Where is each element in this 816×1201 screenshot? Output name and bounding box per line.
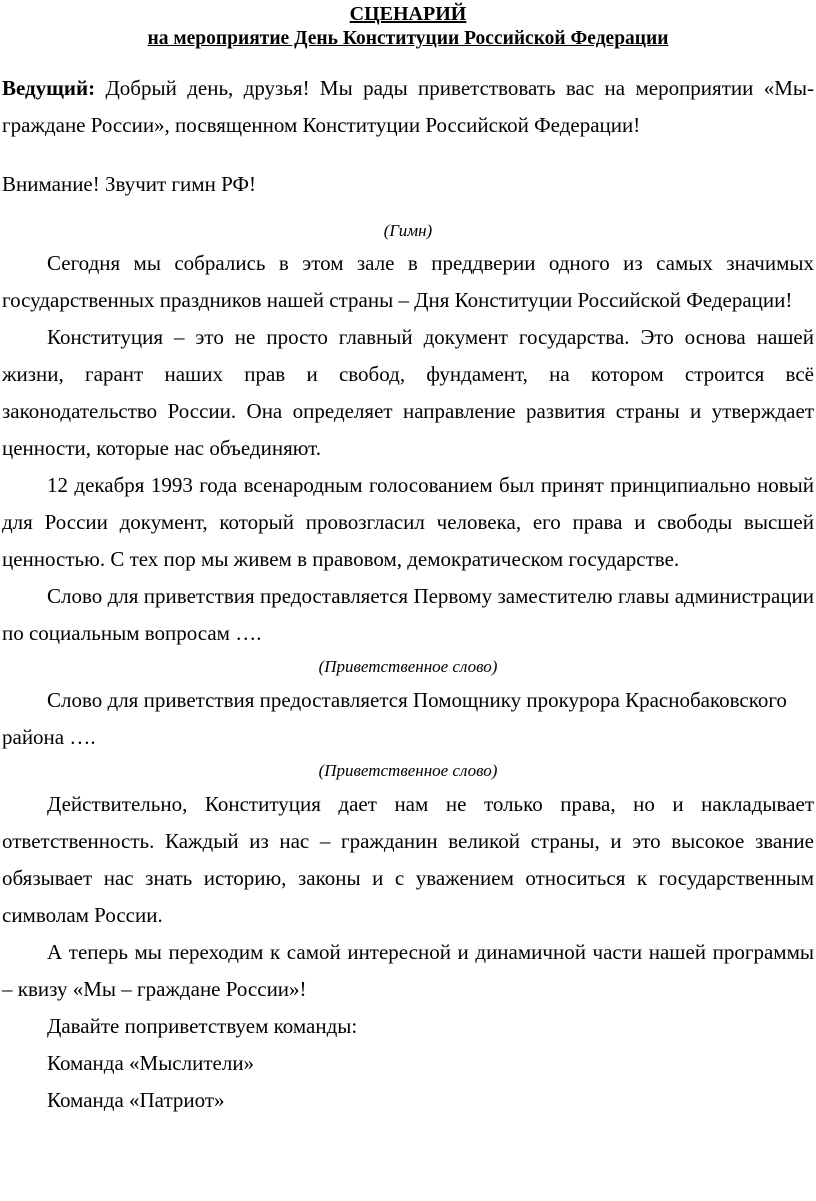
stage-direction-greeting: (Приветственное слово) [318, 657, 498, 676]
stage-direction-anthem: (Гимн) [383, 221, 433, 240]
document-title: СЦЕНАРИЙ [349, 3, 467, 25]
paragraph: Слово для приветствия предоставляется Помощнику прокурора Краснобаковского района …. [2, 688, 787, 749]
intro-text: Добрый день, друзья! Мы рады приветствовать вас на мероприятии «Мы-граждане России», посвященном Конституции Российской Федерации! [2, 76, 814, 137]
speaker-label: Ведущий: [2, 76, 96, 100]
paragraph: Давайте поприветствуем команды: [47, 1014, 358, 1038]
paragraph: Конституция – это не просто главный документ государства. Это основа нашей жизни, гарант наших прав и свобод, фундамент, на котором строится всё законодательство России. Она определяет направление развития страны и утверждает ценности, которые нас объединяют. [2, 325, 814, 460]
paragraph: 12 декабря 1993 года всенародным голосованием был принят принципиально новый для России документ, который провозгласил человека, его права и свободы высшей ценностью. С тех пор мы живем в правовом, демократическом государстве. [2, 473, 814, 571]
paragraph: Сегодня мы собрались в этом зале в преддверии одного из самых значимых государственных праздников нашей страны – Дня Конституции Российской Федерации! [2, 251, 814, 312]
attention-line: Внимание! Звучит гимн РФ! [2, 172, 256, 196]
stage-direction-greeting: (Приветственное слово) [318, 761, 498, 780]
paragraph: Действительно, Конституция дает нам не только права, но и накладывает ответственность. Каждый из нас – гражданин великой страны, и это высокое звание обязывает нас знать историю, законы и с уважением относиться к государственным символам России. [2, 792, 814, 927]
team-item: Команда «Патриот» [47, 1088, 225, 1112]
document-subtitle: на мероприятие День Конституции Российской Федерации [147, 28, 669, 49]
team-item: Команда «Мыслители» [47, 1051, 255, 1075]
intro-paragraph [2, 70, 814, 144]
paragraph: А теперь мы переходим к самой интересной и динамичной части нашей программы – квизу «Мы – граждане России»! [2, 940, 814, 1001]
paragraph: Слово для приветствия предоставляется Первому заместителю главы администрации по социальным вопросам …. [2, 584, 814, 645]
